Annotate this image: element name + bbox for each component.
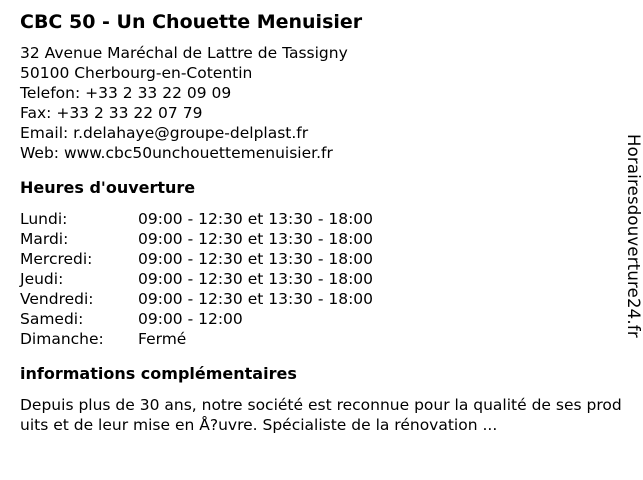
fax-label: Fax: (20, 104, 52, 122)
info-description: Depuis plus de 30 ans, notre société est reconnue pour la qualité de ses produits et de leur mise en Å?uvre. Spécialiste de la rénovation ... (20, 396, 622, 434)
business-name: CBC 50 - Un Chouette Menuisier (20, 11, 363, 33)
day-hours: 09:00 - 12:30 et 13:30 - 18:00 (138, 270, 374, 288)
contact-block (20, 43, 616, 163)
email-link[interactable]: r.delahaye@groupe-delplast.fr (73, 124, 309, 142)
hours-table (20, 209, 616, 349)
hours-heading: Heures d'ouverture (20, 178, 196, 197)
email-row (20, 123, 616, 143)
day-hours: Fermé (138, 330, 187, 348)
address-line-1: 32 Avenue Maréchal de Lattre de Tassigny (20, 44, 348, 62)
phone-row (20, 83, 616, 103)
info-heading: informations complémentaires (20, 364, 297, 383)
day-hours: 09:00 - 12:30 et 13:30 - 18:00 (138, 210, 374, 228)
day-label: Mardi: (20, 230, 69, 248)
business-card (20, 10, 622, 435)
day-label: Samedi: (20, 310, 84, 328)
day-label: Dimanche: (20, 330, 104, 348)
day-hours: 09:00 - 12:00 (138, 310, 243, 328)
day-label: Vendredi: (20, 290, 94, 308)
phone-label: Telefon: (20, 84, 81, 102)
day-hours: 09:00 - 12:30 et 13:30 - 18:00 (138, 290, 374, 308)
site-watermark: Horairesdouverture24.fr (624, 134, 643, 338)
day-label: Jeudi: (20, 270, 64, 288)
fax-row (20, 103, 616, 123)
day-label: Mercredi: (20, 250, 93, 268)
day-hours: 09:00 - 12:30 et 13:30 - 18:00 (138, 250, 374, 268)
web-link[interactable]: www.cbc50unchouettemenuisier.fr (63, 144, 333, 162)
address-line-2: 50100 Cherbourg-en-Cotentin (20, 64, 253, 82)
email-label: Email: (20, 124, 69, 142)
day-hours: 09:00 - 12:30 et 13:30 - 18:00 (138, 230, 374, 248)
web-label: Web: (20, 144, 60, 162)
day-label: Lundi: (20, 210, 68, 228)
web-row (20, 143, 616, 163)
fax-number: +33 2 33 22 07 79 (56, 104, 203, 122)
phone-number[interactable]: +33 2 33 22 09 09 (85, 84, 232, 102)
